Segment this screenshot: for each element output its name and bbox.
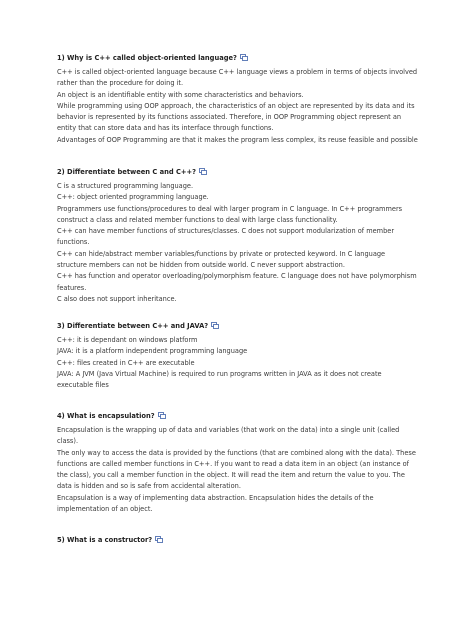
question-heading — [57, 54, 418, 63]
answer-line: While programming using OOP approach, the characteristics of an object are represented by its data and its — [57, 101, 415, 110]
answer-line: implementation of an object. — [57, 505, 153, 514]
answer-line: C++ is called object-oriented language because C++ language views a problem in terms of objects involved — [57, 68, 418, 76]
answer-line: C++ can have member functions of structures/classes. C does not support modularization of member — [57, 227, 395, 236]
answer-line: functions. — [57, 238, 90, 247]
question-section-3 — [57, 322, 382, 391]
answer-line: executable files — [57, 381, 109, 390]
question-heading-text: 4) What is encapsulation? — [57, 412, 155, 420]
question-section-4 — [57, 412, 416, 515]
answer-line: Encapsulation is a way of implementing data abstraction. Encapsulation hides the details of the — [57, 493, 374, 502]
answer-line: C++: it is dependant on windows platform — [57, 336, 198, 344]
answer-line: construct a class and related member functions to deal with large class functionality. — [57, 215, 338, 224]
answer-line: functions are called member functions in C++. If you want to read a data item in an object (an instance of — [57, 459, 409, 468]
question-heading-text: 3) Differentiate between C++ and JAVA? — [57, 322, 209, 330]
answer-line: An object is an identifiable entity with some characteristics and behaviors. — [57, 90, 304, 99]
answer-line: features. — [57, 283, 87, 292]
question-heading-text: 1) Why is C++ called object-oriented language? — [57, 54, 237, 62]
answer-line: JAVA: it is a platform independent programming language — [57, 347, 248, 356]
copy-icon[interactable] — [211, 322, 219, 329]
question-section-1 — [57, 54, 418, 146]
answer-line: entity that can store data and has its interface through functions. — [57, 124, 274, 133]
copy-icon[interactable] — [240, 54, 248, 61]
copy-icon[interactable] — [199, 168, 207, 175]
question-heading-text: 2) Differentiate between C and C++? — [57, 168, 196, 176]
question-section-2 — [57, 168, 417, 305]
answer-line: C++: object oriented programming language. — [57, 193, 209, 202]
answer-line: class). — [57, 437, 79, 446]
question-section-5 — [57, 536, 163, 549]
answer-line: C also does not support inheritance. — [57, 294, 177, 303]
copy-icon[interactable] — [158, 412, 166, 419]
copy-icon[interactable] — [155, 536, 163, 543]
question-heading — [57, 412, 416, 421]
answer-line: JAVA: A JVM (Java Virtual Machine) is required to run programs written in JAVA as it does not create — [57, 369, 382, 378]
question-heading — [57, 536, 163, 545]
answer-line: Advantages of OOP Programming are that it makes the program less complex, its reuse feasible and possible — [57, 135, 418, 144]
answer-line: C++ has function and operator overloading/polymorphism feature. C language does not have polymorphism — [57, 272, 417, 281]
answer-line: the class), you call a member function in the object. It will read the item and return the value to you. The — [57, 471, 405, 480]
answer-line: C is a structured programming language. — [57, 182, 194, 190]
answer-line: data is hidden and so is safe from accidental alteration. — [57, 482, 241, 491]
answer-line: The only way to access the data is provided by the functions (that are combined along with the data). These — [57, 448, 416, 457]
answer-line: structure members can not be hidden from outside world. C never support abstraction. — [57, 261, 345, 270]
question-heading — [57, 322, 382, 331]
answer-line: Programmers use functions/procedures to deal with larger program in C language. In C++ programmers — [57, 204, 403, 213]
question-heading — [57, 168, 417, 177]
answer-line: C++: files created in C++ are executable — [57, 358, 195, 367]
answer-line: rather than the procedure for doing it. — [57, 79, 184, 88]
answer-line: Encapsulation is the wrapping up of data and variables (that work on the data) into a single unit (called — [57, 426, 400, 434]
answer-line: C++ can hide/abstract member variables/functions by private or protected keyword. In C language — [57, 249, 386, 258]
question-heading-text: 5) What is a constructor? — [57, 536, 153, 544]
answer-line: behavior is represented by its functions associated. Therefore, in OOP Programming object represent an — [57, 113, 402, 122]
